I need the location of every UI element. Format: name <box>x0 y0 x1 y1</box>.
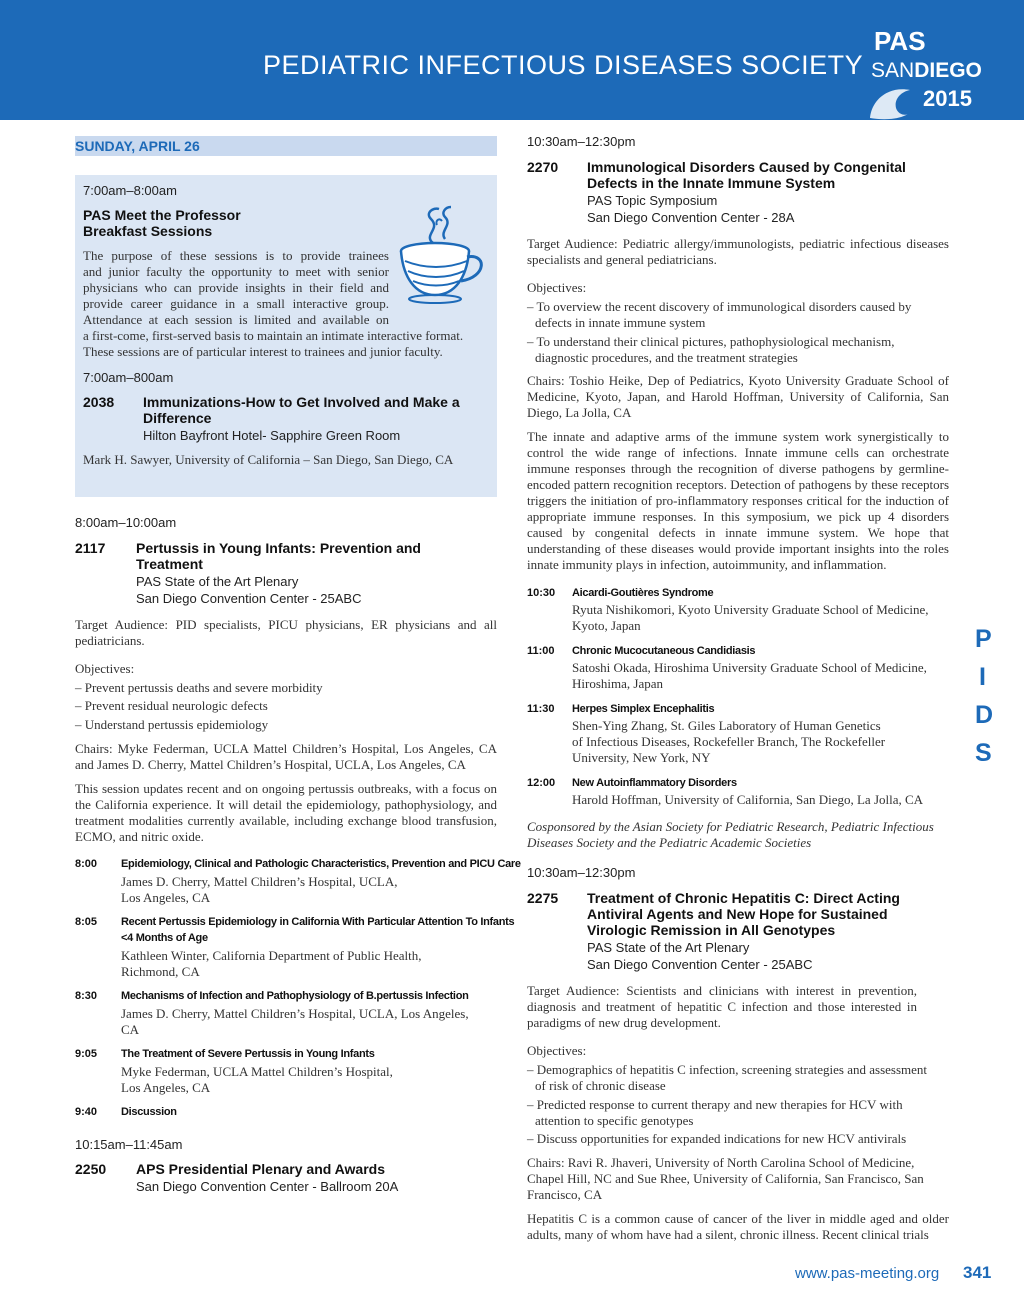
program-speaker: Myke Federman, UCLA Mattel Children’s Hospital, <box>121 1064 393 1079</box>
program-title: Epidemiology, Clinical and Pathologic Characteristics, Prevention and PICU Care <box>121 858 521 870</box>
session-2117-time: 8:00am–10:00am <box>75 515 177 530</box>
logo-diego: DIEGO <box>914 59 982 82</box>
session-2270-objective-1: – To overview the recent discovery of immunological disorders caused by <box>527 299 912 314</box>
program-speaker: Harold Hoffman, University of California, San Diego, La Jolla, CA <box>572 792 924 807</box>
breakfast-line-1: The purpose of these sessions is to provide trainees <box>83 248 389 263</box>
program-time: 11:00 <box>527 645 555 657</box>
program-title: New Autoinflammatory Disorders <box>572 777 737 789</box>
side-letter-p: P <box>975 625 992 653</box>
breakfast-line-7: These sessions are of particular interest to trainees and junior faculty. <box>83 344 443 359</box>
program-speaker: of Infectious Diseases, Rockefeller Branch, The Rockefeller <box>572 734 886 749</box>
session-2270-chairs: Chairs: Toshio Heike, Dep of Pediatrics, Kyoto University Graduate School of Medicine, Kyoto, Japan, and Harold Hoffman, University of California, San Diego, La Jolla, CA <box>527 373 949 420</box>
session-2270-title: Immunological Disorders Caused by Congenital Defects in the Innate Immune System <box>587 159 906 191</box>
program-title: Discussion <box>121 1106 177 1118</box>
session-2270-description: The innate and adaptive arms of the immune system work synergistically to control the wide range of infections. Innate immune cells can orchestrate immune responses through the recognition of diverse pathogens by germline-encoded pattern recognition receptors. Detection of pathogens by these receptors triggers the initiation of pro-inflammatory responses critical for the induction of appropriate immune responses. In this symposium, we pick up 4 disorders caused by congenital defects in innate immune system. We hope that understanding of these diseases would provide important insights into the roles innate immunity plays in infection, autoimmunity, and inflammation. <box>527 429 949 572</box>
session-2117-objective-1: – Prevent pertussis deaths and severe morbidity <box>75 680 323 695</box>
session-2275-title: Treatment of Chronic Hepatitis C: Direct Acting Antiviral Agents and New Hope for Sustained Virologic Remission in All Genotypes <box>587 890 900 938</box>
program-title: The Treatment of Severe Pertussis in Young Infants <box>121 1048 375 1060</box>
session-2275-objective-2: – Predicted response to current therapy and new therapies for HCV with <box>527 1097 903 1112</box>
program-time: 11:30 <box>527 703 555 715</box>
session-2250-number: 2250 <box>75 1161 107 1177</box>
session-2275-objectives-label: Objectives: <box>527 1043 587 1058</box>
session-2275-objective-1-cont: of risk of chronic disease <box>535 1078 666 1093</box>
society-title: PEDIATRIC INFECTIOUS DISEASES SOCIETY <box>263 50 864 80</box>
session-2038-number: 2038 <box>83 394 115 410</box>
session-2270-type: PAS Topic Symposium <box>587 193 718 208</box>
session-2250-time: 10:15am–11:45am <box>75 1137 183 1152</box>
breakfast-line-5: Attendance at each session is limited and available on <box>83 312 389 327</box>
coffee-cup-icon <box>395 195 487 305</box>
session-2270-time: 10:30am–12:30pm <box>527 134 636 149</box>
session-2117-location: San Diego Convention Center - 25ABC <box>136 591 362 606</box>
program-speaker: Kyoto, Japan <box>572 618 641 633</box>
breakfast-line-6: a first-come, first-served basis to maintain an intimate interactive format. <box>83 328 464 343</box>
breakfast-line-2: and junior faculty the opportunity to meet with senior <box>83 264 389 279</box>
session-2270-objectives-label: Objectives: <box>527 280 587 295</box>
breakfast-title: PAS Meet the Professor Breakfast Sessions <box>83 207 241 239</box>
session-2275-time: 10:30am–12:30pm <box>527 865 636 880</box>
program-speaker: James D. Cherry, Mattel Children’s Hospital, UCLA, Los Angeles, <box>121 1006 469 1021</box>
logo-year: 2015 <box>923 86 972 111</box>
program-speaker: Ryuta Nishikomori, Kyoto University Graduate School of Medicine, <box>572 602 929 617</box>
session-2275-objective-1: – Demographics of hepatitis C infection, screening strategies and assessment <box>527 1062 928 1077</box>
page-number: 341 <box>963 1263 992 1282</box>
logo-san: SAN <box>871 59 915 82</box>
program-title: <4 Months of Age <box>121 932 208 944</box>
session-2117-objectives-label: Objectives: <box>75 661 135 676</box>
session-2270-number: 2270 <box>527 159 559 175</box>
session-2270-cosponsor: Cosponsored by the Asian Society for Pediatric Research, Pediatric Infectious Diseases Society and the Pediatric Academic Societies <box>527 819 934 850</box>
breakfast-line-3: physicians who can provide insights in their field and <box>83 280 389 295</box>
program-speaker: Kathleen Winter, California Department of Public Health, <box>121 948 422 963</box>
program-title: Chronic Mucocutaneous Candidiasis <box>572 645 756 657</box>
session-2270-objective-2: – To understand their clinical pictures, pathophysiological mechanism, <box>527 334 895 349</box>
program-speaker: University, New York, NY <box>572 750 711 765</box>
wave-icon <box>868 80 928 120</box>
program-speaker: James D. Cherry, Mattel Children’s Hospital, UCLA, <box>121 874 398 889</box>
program-title: Recent Pertussis Epidemiology in California With Particular Attention To Infants <box>121 916 515 928</box>
session-2270-audience: Target Audience: Pediatric allergy/immunologists, pediatric infectious diseases specialists and general pediatricians. <box>527 236 949 267</box>
session-2038-title: Immunizations-How to Get Involved and Make a Difference <box>143 394 460 426</box>
session-2117-title: Pertussis in Young Infants: Prevention and Treatment <box>136 540 421 572</box>
program-time: 9:05 <box>75 1048 98 1060</box>
session-2275-objective-2-cont: attention to specific genotypes <box>535 1113 694 1128</box>
session-2270-location: San Diego Convention Center - 28A <box>587 210 795 225</box>
side-letter-d: D <box>975 701 994 729</box>
session-2275-description: Hepatitis C is a common cause of cancer of the liver in middle aged and older adults, many of whom have had a silent, chronic illness. Recent clinical trials <box>527 1211 949 1242</box>
program-title: Herpes Simplex Encephalitis <box>572 703 715 715</box>
session-2275-type: PAS State of the Art Plenary <box>587 940 750 955</box>
side-letter-s: S <box>975 739 992 767</box>
day-heading: SUNDAY, APRIL 26 <box>75 138 200 154</box>
program-time: 12:00 <box>527 777 556 789</box>
program-speaker: Shen-Ying Zhang, St. Giles Laboratory of Human Genetics <box>572 718 881 733</box>
session-2250-title: APS Presidential Plenary and Awards <box>136 1161 385 1177</box>
session-2117-objective-3: – Understand pertussis epidemiology <box>75 717 269 732</box>
page-header <box>0 0 1024 120</box>
session-2117-number: 2117 <box>75 540 106 556</box>
footer-url[interactable]: www.pas-meeting.org <box>795 1265 940 1282</box>
session-2117-audience: Target Audience: PID specialists, PICU physicians, ER physicians and all pediatricians. <box>75 617 497 648</box>
session-2275-number: 2275 <box>527 890 559 906</box>
side-letter-i: I <box>979 663 986 691</box>
program-speaker: Hiroshima, Japan <box>572 676 663 691</box>
pas-logo <box>858 18 1018 120</box>
program-title: Aicardi-Goutières Syndrome <box>572 587 714 599</box>
session-2117-type: PAS State of the Art Plenary <box>136 574 299 589</box>
session-2270-objective-1-cont: defects in innate immune system <box>535 315 706 330</box>
session-2250-location: San Diego Convention Center - Ballroom 20A <box>136 1179 399 1194</box>
day-heading-bar <box>75 136 497 156</box>
program-speaker: Los Angeles, CA <box>121 1080 211 1095</box>
program-time: 8:00 <box>75 858 98 870</box>
program-time: 8:05 <box>75 916 98 928</box>
program-time: 8:30 <box>75 990 98 1002</box>
session-2275-chairs: Chairs: Ravi R. Jhaveri, University of North Carolina School of Medicine, Chapel Hill, NC and Sue Rhee, University of California, San Francisco, San Francisco, CA <box>527 1155 924 1202</box>
program-speaker: CA <box>121 1022 140 1037</box>
breakfast-line-4: provide career guidance in a small interactive group. <box>83 296 389 311</box>
program-speaker: Los Angeles, CA <box>121 890 211 905</box>
session-2038-time: 7:00am–800am <box>83 370 174 385</box>
program-speaker: Satoshi Okada, Hiroshima University Graduate School of Medicine, <box>572 660 927 675</box>
breakfast-time: 7:00am–8:00am <box>83 183 177 198</box>
session-2270-objective-2-cont: diagnostic procedures, and the treatment strategies <box>535 350 798 365</box>
session-2117-description: This session updates recent and on ongoing pertussis outbreaks, with a focus on the California experience. It will detail the epidemiology, pathophysiology, and treatment modalities currently available, including exchange blood transfusion, ECMO, and nitric oxide. <box>75 781 497 844</box>
session-2117-objective-2: – Prevent residual neurologic defects <box>75 698 268 713</box>
logo-pas: PAS <box>874 26 926 56</box>
program-title: Mechanisms of Infection and Pathophysiology of B.pertussis Infection <box>121 990 469 1002</box>
program-time: 9:40 <box>75 1106 98 1118</box>
program-speaker: Richmond, CA <box>121 964 200 979</box>
program-time: 10:30 <box>527 587 556 599</box>
session-2275-audience: Target Audience: Scientists and clinicians with interest in prevention, diagnosis and treatment of hepatitic C infection and those interested in paradigms of new drug development. <box>527 983 917 1030</box>
session-2275-objective-3: – Discuss opportunities for expanded indications for new HCV antivirals <box>527 1131 907 1146</box>
session-2275-location: San Diego Convention Center - 25ABC <box>587 957 813 972</box>
session-2038-speaker: Mark H. Sawyer, University of California – San Diego, San Diego, CA <box>83 452 454 467</box>
session-2117-chairs: Chairs: Myke Federman, UCLA Mattel Children’s Hospital, Los Angeles, CA and James D. Cherry, Mattel Children’s Hospital, UCLA, Los Angeles, CA <box>75 741 497 772</box>
session-2038-location: Hilton Bayfront Hotel- Sapphire Green Room <box>143 428 401 443</box>
